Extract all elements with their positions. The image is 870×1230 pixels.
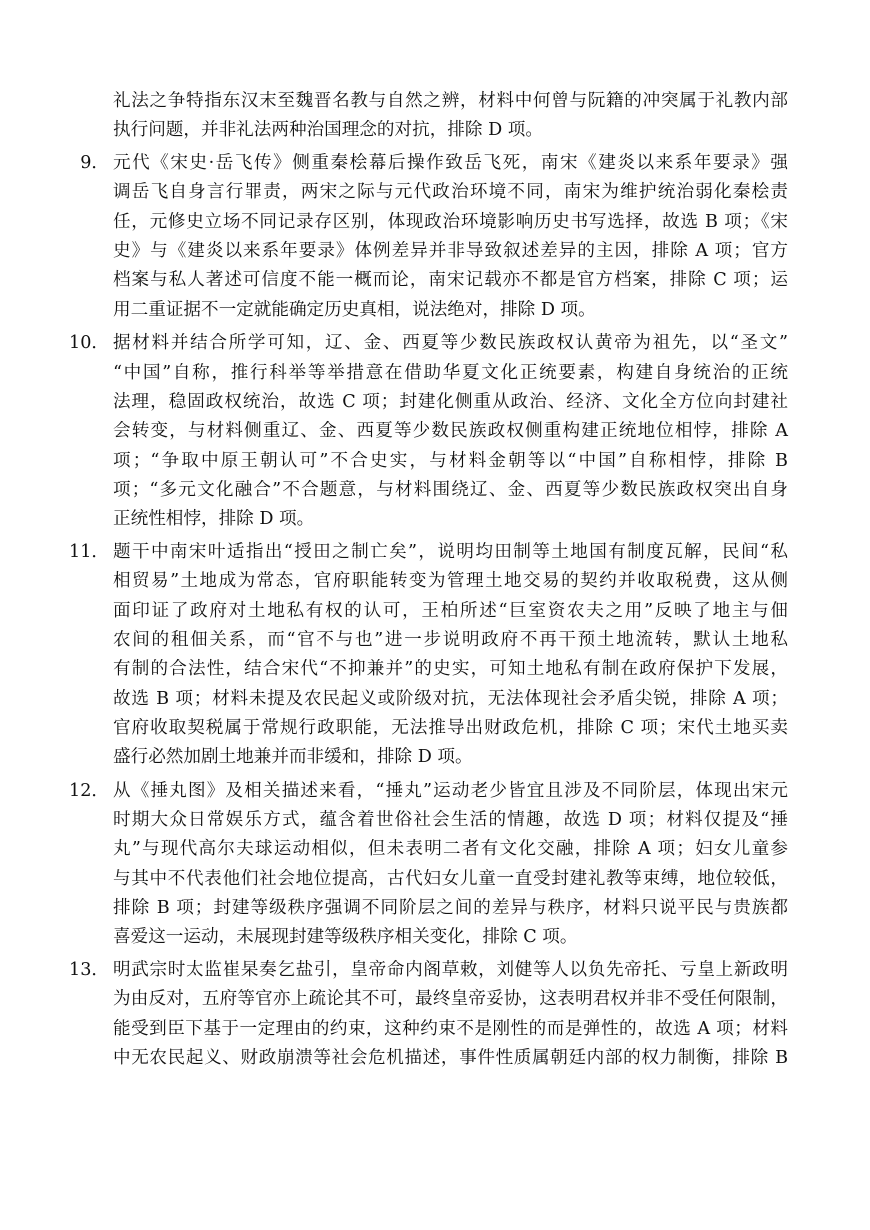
- paragraph-line: [0, 626, 870, 655]
- line-text: 档案与私人著述可信度不能一概而论，南宋记载亦不都是官方档案，排除 C 项；运: [113, 270, 788, 290]
- line-text: 时期大众日常娱乐方式，蕴含着世俗社会生活的情趣，故选 D 项；材料仅提及“捶: [113, 810, 788, 830]
- paragraph-line: [0, 208, 870, 237]
- line-text: 执行问题，并非礼法两种治国理念的对抗，排除 D 项。: [113, 120, 543, 140]
- line-text: 丸”与现代高尔夫球运动相似，但未表明二者有文化交融，排除 A 项；妇女儿童参: [113, 839, 788, 859]
- line-text: 为由反对，五府等官亦上疏论其不可，最终皇帝妥协，这表明君权并非不受任何限制，: [113, 989, 788, 1009]
- continuation-line: [0, 87, 870, 116]
- line-text: 能受到臣下基于一定理由的约束，这种约束不是刚性的而是弹性的，故选 A 项；材料: [113, 1019, 788, 1039]
- paragraph-line: [0, 806, 870, 835]
- line-text: 用二重证据不一定就能确定历史真相，说法绝对，排除 D 项。: [113, 300, 596, 320]
- line-text: 官府收取契税属于常规行政职能，无法推导出财政危机，排除 C 项；宋代土地买卖: [113, 718, 788, 738]
- paragraph-line: [0, 388, 870, 417]
- line-text: 明武宗时太监崔杲奏乞盐引，皇帝命内阁草敕，刘健等人以负先帝托、亏皇上新政明: [113, 960, 788, 980]
- line-text: 题干中南宋叶适指出“授田之制亡矣”，说明均田制等土地国有制度瓦解，民间“私: [113, 542, 788, 562]
- line-text: 项；“争取中原王朝认可”不合史实，与材料金朝等以“中国”自称相悖，排除 B: [113, 451, 788, 471]
- line-text: 任，元修史立场不同记录存区别，体现政治环境影响历史书写选择，故选 B 项；《宋: [113, 212, 788, 232]
- paragraph-line: [0, 538, 870, 567]
- line-text: 项；“多元文化融合”不合题意，与材料围绕辽、金、西夏等少数民族政权突出自身: [113, 480, 788, 500]
- line-text: 中无农民起义、财政崩溃等社会危机描述，事件性质属朝廷内部的权力制衡，排除 B: [113, 1048, 788, 1068]
- line-text: 与其中不代表他们社会地位提高，古代妇女儿童一直受封建礼教等束缚，地位较低，: [113, 869, 788, 889]
- line-text: 故选 B 项；材料未提及农民起义或阶级对抗，无法体现社会矛盾尖锐，排除 A 项；: [113, 689, 788, 709]
- paragraph-line: [0, 923, 870, 952]
- paragraph-line: [0, 714, 870, 743]
- item-number: 9．: [80, 153, 109, 173]
- paragraph-line: [0, 149, 870, 178]
- line-text: 从《捶丸图》及相关描述来看，“捶丸”运动老少皆宜且涉及不同阶层，体现出宋元: [113, 781, 788, 801]
- paragraph-line: [0, 597, 870, 626]
- line-text: 面印证了政府对土地私有权的认可，王柏所述“巨室资农夫之用”反映了地主与佃: [113, 601, 788, 621]
- paragraph-line: [0, 835, 870, 864]
- line-text: 据材料并结合所学可知，辽、金、西夏等少数民族政权认黄帝为祖先，以“圣文”: [113, 333, 788, 353]
- line-text: 元代《宋史·岳飞传》侧重秦桧幕后操作致岳飞死，南宋《建炎以来系年要录》强: [113, 153, 788, 173]
- paragraph-line: [0, 685, 870, 714]
- line-text: 有制的合法性，结合宋代“不抑兼并”的史实，可知土地私有制在政府保护下发展，: [113, 659, 788, 679]
- line-text: 史》与《建炎以来系年要录》体例差异并非导致叙述差异的主因，排除 A 项；官方: [113, 241, 788, 261]
- line-text: 盛行必然加剧土地兼并而非缓和，排除 D 项。: [113, 747, 473, 767]
- line-text: 法理，稳固政权统治，故选 C 项；封建化侧重从政治、经济、文化全方位向封建社: [113, 392, 788, 412]
- line-text: 排除 B 项；封建等级秩序强调不同阶层之间的差异与秩序，材料只说平民与贵族都: [113, 898, 788, 918]
- item-number: 12．: [69, 781, 109, 801]
- line-text: 会转变，与材料侧重辽、金、西夏等少数民族政权侧重构建正统地位相悖，排除 A: [113, 421, 788, 441]
- continuation-line: [0, 116, 870, 145]
- paragraph-line: [0, 894, 870, 923]
- paragraph-line: [0, 505, 870, 534]
- line-text: “中国”自称，推行科举等举措意在借助华夏文化正统要素，构建自身统治的正统: [113, 363, 788, 383]
- line-text: 调岳飞自身言行罪责，两宋之际与元代政治环境不同，南宋为维护统治弱化秦桧责: [113, 182, 788, 202]
- line-text: 农间的租佃关系，而“官不与也”进一步说明政府不再干预土地流转，默认土地私: [113, 630, 788, 650]
- paragraph-line: [0, 1044, 870, 1073]
- paragraph-line: [0, 417, 870, 446]
- paragraph-line: [0, 743, 870, 772]
- item-number: 13．: [69, 960, 109, 980]
- line-text: 礼法之争特指东汉末至魏晋名教与自然之辨，材料中何曾与阮籍的冲突属于礼教内部: [113, 91, 788, 111]
- paragraph-line: [0, 956, 870, 985]
- paragraph-line: [0, 178, 870, 207]
- paragraph-line: [0, 329, 870, 358]
- item-number: 11．: [69, 542, 109, 562]
- paragraph-line: [0, 777, 870, 806]
- paragraph-line: [0, 296, 870, 325]
- line-text: 喜爱这一运动，未展现封建等级秩序相关变化，排除 C 项。: [113, 927, 578, 947]
- paragraph-line: [0, 865, 870, 894]
- paragraph-line: [0, 359, 870, 388]
- paragraph-line: [0, 1015, 870, 1044]
- paragraph-line: [0, 476, 870, 505]
- paragraph-line: [0, 237, 870, 266]
- paragraph-line: [0, 266, 870, 295]
- paragraph-line: [0, 567, 870, 596]
- line-text: 正统性相悖，排除 D 项。: [113, 509, 315, 529]
- paragraph-line: [0, 985, 870, 1014]
- paragraph-line: [0, 655, 870, 684]
- item-number: 10．: [69, 333, 109, 353]
- line-text: 相贸易”土地成为常态，官府职能转变为管理土地交易的契约并收取税费，这从侧: [113, 571, 788, 591]
- paragraph-line: [0, 447, 870, 476]
